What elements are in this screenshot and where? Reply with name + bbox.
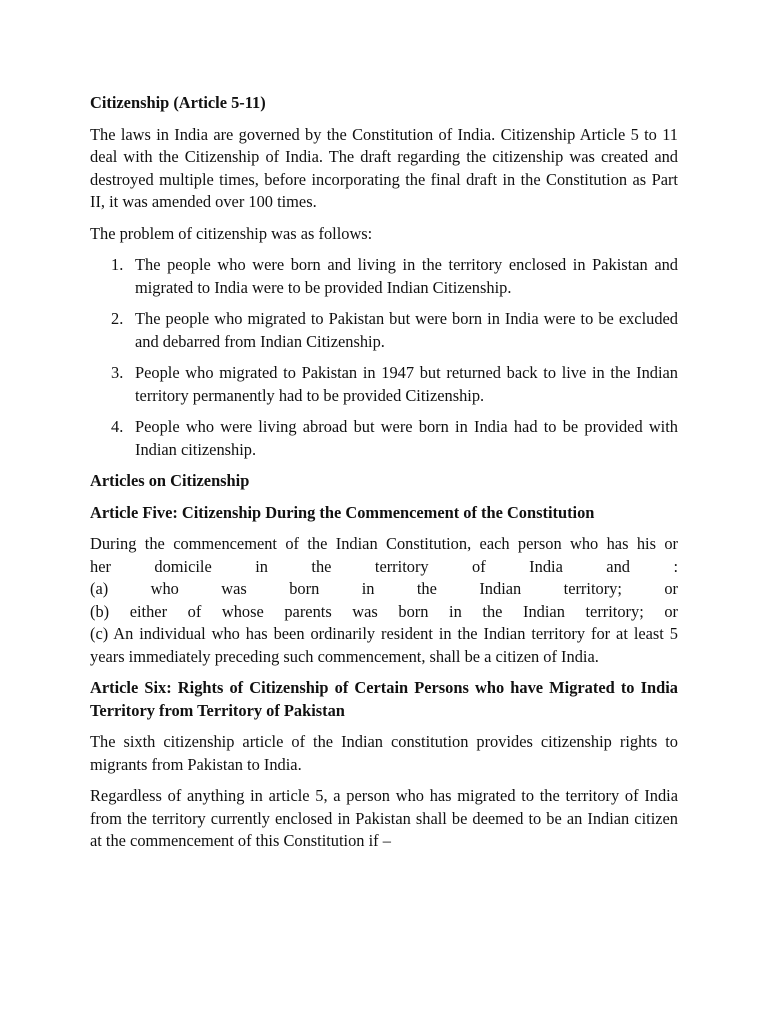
- article-five-line: (a) who was born in the Indian territory; or: [90, 579, 678, 598]
- article-five-line: her domicile in the territory of India and :: [90, 556, 678, 576]
- article-five-line: (b) either of whose parents was born in the Indian territory; or: [90, 601, 678, 621]
- article-five-line: During the commencement of the Indian Constitution, each person who has his or: [90, 534, 678, 553]
- problem-list: [90, 254, 678, 461]
- document-page: [90, 92, 678, 862]
- articles-heading: Articles on Citizenship: [90, 471, 250, 490]
- list-item-text: People who were living abroad but were born in India had to be provided with Indian citizenship.: [135, 417, 678, 459]
- list-item: [90, 362, 678, 407]
- page-title: Citizenship (Article 5-11): [90, 93, 266, 112]
- list-item-number: 3.: [111, 363, 124, 382]
- list-item: [90, 254, 678, 299]
- article-five-body: [90, 533, 678, 668]
- list-item-text: The people who migrated to Pakistan but were born in India were to be excluded and debarred from Indian Citizenship.: [135, 309, 678, 351]
- list-item-number: 1.: [111, 255, 124, 274]
- list-item-number: 4.: [111, 417, 124, 436]
- problem-lead: The problem of citizenship was as follows:: [90, 223, 373, 243]
- article-six-paragraph: The sixth citizenship article of the Indian constitution provides citizenship rights to migrants from Pakistan to India.: [90, 732, 678, 774]
- list-item: [90, 416, 678, 461]
- intro-paragraph: The laws in India are governed by the Constitution of India. Citizenship Article 5 to 11 deal with the Citizenship of India. The draft regarding the citizenship was created and destroyed multiple times, before incorporating the final draft in the Constitution as Part II, it was amended over 100 times.: [90, 124, 678, 211]
- article-six-paragraph: Regardless of anything in article 5, a person who has migrated to the territory of India from the territory currently enclosed in Pakistan shall be deemed to be an Indian citizen at the commencement of this Constitution if –: [90, 786, 678, 850]
- article-five-line: (c) An individual who has been ordinarily resident in the Indian territory for at least 5 years immediately preceding such commencement, shall be a citizen of India.: [90, 624, 678, 666]
- list-item-text: The people who were born and living in the territory enclosed in Pakistan and migrated to India were to be provided Indian Citizenship.: [135, 255, 678, 297]
- article-six-heading: Article Six: Rights of Citizenship of Certain Persons who have Migrated to India Territory from Territory of Pakistan: [90, 678, 678, 720]
- list-item-text: People who migrated to Pakistan in 1947 but returned back to live in the Indian territory permanently had to be provided Citizenship.: [135, 363, 678, 405]
- list-item-number: 2.: [111, 309, 124, 328]
- list-item: [90, 308, 678, 353]
- article-five-heading: Article Five: Citizenship During the Commencement of the Constitution: [90, 502, 595, 522]
